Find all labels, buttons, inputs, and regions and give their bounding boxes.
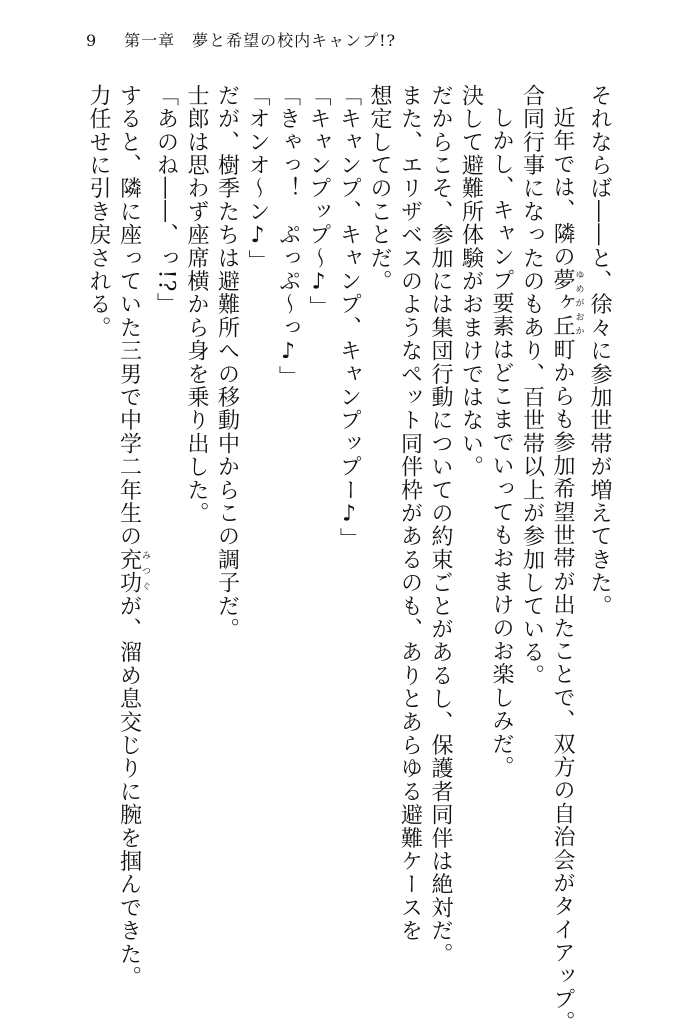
dialogue-line: 「キャンプ、キャンプ、キャンプップー♪」	[336, 84, 362, 551]
paragraph: それならば――と、徐々に参加世帯が増えてきた。	[587, 84, 612, 618]
paragraph: 力任せに引き戻される。	[86, 84, 111, 340]
paragraph: すると、隣に座っていた三男で中学二年生の充功みつぐが、溜め息交じりに腕を掴んできた。	[116, 84, 150, 989]
paragraph: だが、樹季たちは避難所への移動中からこの調子だ。	[214, 84, 240, 641]
paragraph: しかし、キャンプ要素はどこまでいってもおまけのお楽しみだ。	[489, 106, 514, 779]
chapter-title: 第一章 夢と希望の校内キャンプ!?	[124, 31, 397, 50]
page-number: 9	[86, 31, 98, 50]
paragraph: 決して避難所体験がおまけではない。	[458, 84, 484, 479]
paragraph: 合同行事になったのもあり、百世帯以上が参加している。	[519, 84, 545, 688]
novel-body	[84, 84, 614, 1034]
paragraph: また、エリザベスのようなペット同伴枠があるのも、ありとあらゆる避難ケースを想定してのことだ。	[367, 84, 423, 943]
dialogue-line: 「きゃっ！ ぷっぷ〜っ♪」	[275, 84, 301, 389]
paragraph: だからこそ、参加には集団行動についての約束ごとがあるし、保護者同伴は絶対だ。	[428, 84, 453, 966]
dialogue-line: 「キャンプップ〜♪」	[306, 84, 331, 319]
ruby-annotation: 充功みつぐ	[116, 548, 150, 595]
ruby-annotation: 夢ヶ丘ゆめがおか	[550, 268, 584, 339]
page-header	[86, 28, 396, 51]
dialogue-line: 「オンオ〜ン♪」	[245, 84, 270, 273]
paragraph: 士郎は思わず座席横から身を乗り出した。	[184, 84, 209, 525]
dialogue-line: 「あのね――、っ!?」	[153, 84, 179, 316]
paragraph: 近年では、隣の夢ヶ丘ゆめがおか町からも参加希望世帯が出たことで、双方の自治会がタイアップ。	[550, 106, 584, 1034]
